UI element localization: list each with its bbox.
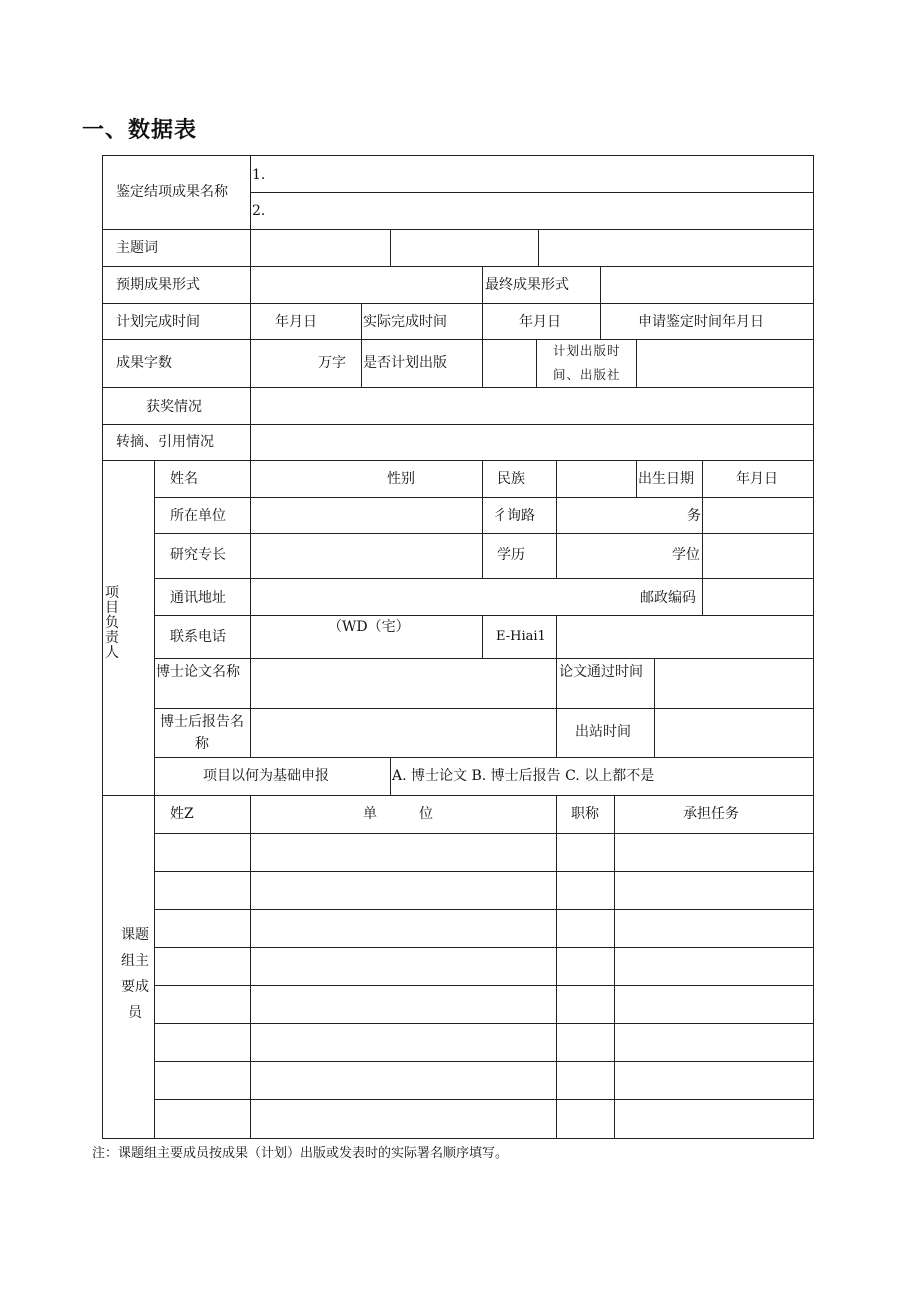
leader-specialty-label: 研究专长 <box>170 547 226 563</box>
leader-address-label: 通讯地址 <box>170 590 226 606</box>
leader-degree-label: 学位 <box>672 547 700 563</box>
members-header-name: 姓Z <box>170 806 194 822</box>
publish-time-label-2: 间、出版社 <box>553 367 621 382</box>
leader-thesis-pass-label: 论文通过时间 <box>559 664 643 680</box>
leader-phone-label: 联系电话 <box>170 629 226 645</box>
leader-basis-options: A. 博士论文 B. 博士后报告 C. 以上都不是 <box>392 768 655 784</box>
word-count-unit: 万字 <box>318 355 346 371</box>
leader-basis-label: 项目以何为基础申报 <box>203 768 329 784</box>
leader-postdoc-exit-label: 出站时间 <box>575 724 631 740</box>
leader-birth-label: 出生日期 <box>638 471 694 487</box>
footnote: 注：课题组主要成员按成果（计划）出版或发表时的实际署名顺序填写。 <box>92 1146 509 1161</box>
leader-education-label: 学历 <box>497 547 525 563</box>
leader-position-label-b: 务 <box>687 508 701 524</box>
citations-label: 转摘、引用情况 <box>116 434 214 450</box>
members-header-title: 职称 <box>571 806 599 822</box>
actual-finish-value: 年月日 <box>519 314 561 330</box>
leader-ethnicity-label: 民族 <box>497 471 525 487</box>
expected-form-label: 预期成果形式 <box>116 277 200 293</box>
members-section-label: 课题组主要成员 <box>121 927 149 1021</box>
leader-email-label: E-Hiai1 <box>496 629 546 644</box>
leader-birth-value: 年月日 <box>736 471 778 487</box>
leader-gender-label: 性别 <box>387 471 415 487</box>
leader-section-label: 项目负责人 <box>105 585 119 661</box>
leader-name-label: 姓名 <box>170 471 198 487</box>
result-name-label: 鉴定结项成果名称 <box>116 184 228 200</box>
members-header-task: 承担任务 <box>683 806 739 822</box>
planned-finish-label: 计划完成时间 <box>116 314 200 330</box>
awards-label: 获奖情况 <box>146 399 202 415</box>
final-form-label: 最终成果形式 <box>485 277 569 293</box>
page-title: 一、数据表 <box>82 118 198 143</box>
planned-finish-value: 年月日 <box>275 314 317 330</box>
leader-phone-value: （WD（宅） <box>328 619 410 635</box>
apply-time-label: 申请鉴定时间年月日 <box>638 314 764 330</box>
result-name-2: 2. <box>252 203 266 219</box>
result-name-1: 1. <box>252 167 266 183</box>
actual-finish-label: 实际完成时间 <box>363 314 447 330</box>
leader-postcode-label: 邮政编码 <box>640 590 696 606</box>
members-header-unit: 单 位 <box>363 806 433 822</box>
word-count-label: 成果字数 <box>116 355 172 371</box>
leader-position-label-a: 彳询路 <box>493 508 535 524</box>
leader-postdoc-label: 博士后报告名称 <box>160 714 244 752</box>
publish-time-label-1: 计划出版时 <box>553 343 621 358</box>
keywords-label: 主题词 <box>116 240 158 256</box>
leader-unit-label: 所在单位 <box>170 508 226 524</box>
leader-phd-thesis-label: 博士论文名称 <box>156 664 240 680</box>
plan-publish-label: 是否计划出版 <box>363 355 447 371</box>
